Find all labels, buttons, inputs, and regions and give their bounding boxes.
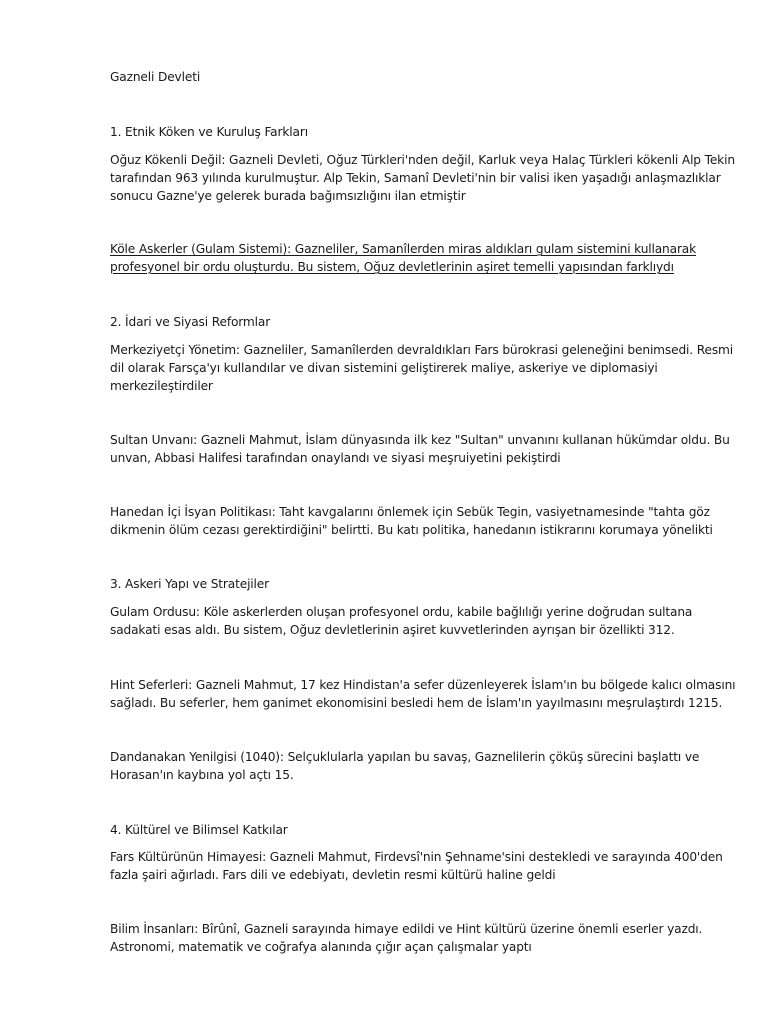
paragraph-line: Dandanakan Yenilgisi (1040): Selçuklularla yapılan bu savaş, Gaznelilerin çöküş sürecini başlattı ve — [110, 750, 700, 764]
paragraph — [110, 603, 720, 639]
paragraph-line: dikmenin ölüm cezası gerektirdiğini" belirtti. Bu katı politika, hanedanın istikrarını korumaya yönelikti — [110, 523, 713, 537]
paragraph-line: Köle Askerler (Gulam Sistemi): Gazneliler, Samanîlerden miras aldıkları gulam sistemini kullanarak — [110, 242, 697, 256]
underlined-paragraph — [110, 240, 720, 276]
paragraph-line: Gulam Ordusu: Köle askerlerden oluşan profesyonel ordu, kabile bağlılığı yerine doğrudan sultana — [110, 605, 693, 619]
paragraph — [110, 676, 736, 712]
paragraph-line: Hint Seferleri: Gazneli Mahmut, 17 kez Hindistan'a sefer düzenleyerek İslam'ın bu bölgede kalıcı olmasını — [110, 678, 736, 692]
paragraph-line: fazla şairi ağırladı. Fars dili ve edebiyatı, devletin resmi kültürü haline geldi — [110, 868, 556, 882]
paragraph-line: Bilim İnsanları: Bîrûnî, Gazneli sarayında himaye edildi ve Hint kültürü üzerine önemli eserler yazdı. — [110, 922, 703, 936]
paragraph — [110, 848, 723, 884]
paragraph-line: sağladı. Bu seferler, hem ganimet ekonomisini besledi hem de İslam'ın yayılmasını meşrulaştırdı 1215. — [110, 696, 723, 710]
section-heading: 4. Kültürel ve Bilimsel Katkılar — [110, 823, 288, 837]
section-heading: 1. Etnik Köken ve Kuruluş Farkları — [110, 125, 308, 139]
paragraph — [110, 431, 730, 467]
paragraph-line: Merkeziyetçi Yönetim: Gazneliler, Samanîlerden devraldıkları Fars bürokrasi geleneğini benimsedi. Resmi — [110, 343, 733, 357]
paragraph-line: Hanedan İçi İsyan Politikası: Taht kavgalarını önlemek için Sebük Tegin, vasiyetnamesinde "tahta göz — [110, 505, 710, 519]
paragraph-line: unvan, Abbasi Halifesi tarafından onaylandı ve siyasi meşruiyetini pekiştirdi — [110, 451, 561, 465]
paragraph-line: Fars Kültürünün Himayesi: Gazneli Mahmut, Firdevsî'nin Şehname'sini destekledi ve sarayında 400'den — [110, 850, 723, 864]
paragraph-line: Astronomi, matematik ve coğrafya alanında çığır açan çalışmalar yaptı — [110, 940, 532, 954]
paragraph-line: sonucu Gazne'ye gelerek burada bağımsızlığını ilan etmiştir — [110, 189, 466, 203]
paragraph-line: Horasan'ın kaybına yol açtı 15. — [110, 768, 294, 782]
paragraph — [110, 503, 720, 539]
paragraph — [110, 151, 735, 205]
document-title: Gazneli Devleti — [110, 70, 201, 84]
section-heading: 3. Askeri Yapı ve Stratejiler — [110, 577, 269, 591]
paragraph-line: Oğuz Kökenli Değil: Gazneli Devleti, Oğuz Türkleri'nden değil, Karluk veya Halaç Türkleri kökenli Alp Tekin — [110, 153, 735, 167]
paragraph-line: dil olarak Farsça'yı kullandılar ve divan sistemini geliştirerek maliye, askeriye ve diplomasiyi — [110, 361, 658, 375]
paragraph — [110, 341, 733, 395]
paragraph-line: Sultan Unvanı: Gazneli Mahmut, İslam dünyasında ilk kez "Sultan" unvanını kullanan hükümdar oldu. Bu — [110, 433, 730, 447]
paragraph — [110, 920, 720, 956]
paragraph-line: merkezileştirdiler — [110, 379, 213, 393]
section-heading: 2. İdari ve Siyasi Reformlar — [110, 315, 271, 329]
paragraph-line: sadakati esas aldı. Bu sistem, Oğuz devletlerinin aşiret kuvvetlerinden ayrışan bir özellikti 312. — [110, 623, 675, 637]
paragraph-line: profesyonel bir ordu oluşturdu. Bu sistem, Oğuz devletlerinin aşiret temelli yapısından farklıydı — [110, 260, 674, 274]
paragraph-line: tarafından 963 yılında kurulmuştur. Alp Tekin, Samanî Devleti'nin bir valisi iken yaşadığı anlaşmazlıklar — [110, 171, 721, 185]
paragraph — [110, 748, 720, 784]
